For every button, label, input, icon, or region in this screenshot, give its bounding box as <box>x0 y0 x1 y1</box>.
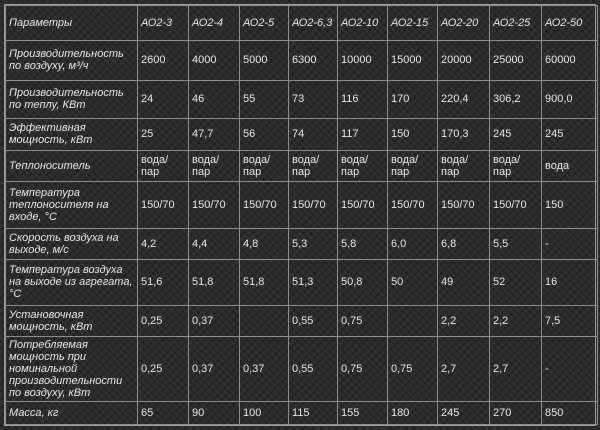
table-cell: 170,3 <box>438 118 490 150</box>
table-cell: 5,8 <box>338 228 388 259</box>
table-cell: 0,75 <box>338 306 388 337</box>
table-cell: вода/ пар <box>388 151 438 182</box>
table-cell: 55 <box>240 80 289 118</box>
table-header-row <box>6 6 598 41</box>
table-cell: 270 <box>490 401 542 424</box>
table-cell: 900,0 <box>542 80 598 118</box>
table-row <box>6 401 598 424</box>
table-cell: 15000 <box>388 41 438 80</box>
table-cell: 6300 <box>289 41 338 80</box>
table-cell <box>240 306 289 337</box>
table-cell: 0,25 <box>138 337 189 401</box>
table-cell: вода <box>542 151 598 182</box>
table-cell: 6,0 <box>388 228 438 259</box>
row-parameter-label: Эффективная мощность, кВт <box>6 118 138 150</box>
row-parameter-label: Температура теплоносителя на входе, °С <box>6 182 138 228</box>
table-cell: 0,55 <box>289 306 338 337</box>
table-cell: 0,37 <box>240 337 289 401</box>
table-row <box>6 306 598 337</box>
table-cell: вода/ пар <box>338 151 388 182</box>
table-cell: 51,8 <box>240 259 289 305</box>
table-cell: вода/ пар <box>240 151 289 182</box>
header-parameters: Параметры <box>6 6 138 41</box>
header-model: АО2-20 <box>438 6 490 41</box>
table-cell: 20000 <box>438 41 490 80</box>
table-cell: 47,7 <box>189 118 240 150</box>
table-cell: 90 <box>189 401 240 424</box>
table-cell: 52 <box>490 259 542 305</box>
header-model: АО2-4 <box>189 6 240 41</box>
table-cell: 2,7 <box>490 337 542 401</box>
specs-table-container <box>4 4 596 426</box>
table-cell: 0,37 <box>189 337 240 401</box>
row-parameter-label: Установочная мощность, кВт <box>6 306 138 337</box>
row-parameter-label: Теплоноситель <box>6 151 138 182</box>
table-cell: 49 <box>438 259 490 305</box>
table-cell: 150/70 <box>189 182 240 228</box>
specs-table-body <box>6 6 598 425</box>
table-cell: 65 <box>138 401 189 424</box>
table-cell: вода/ пар <box>490 151 542 182</box>
table-cell: 25 <box>138 118 189 150</box>
table-cell: 4,4 <box>189 228 240 259</box>
table-cell: 25000 <box>490 41 542 80</box>
table-cell: 150/70 <box>240 182 289 228</box>
table-cell: вода/ пар <box>189 151 240 182</box>
table-cell: 16 <box>542 259 598 305</box>
row-parameter-label: Производительность по теплу, КВт <box>6 80 138 118</box>
table-cell: 245 <box>490 118 542 150</box>
table-cell: 4000 <box>189 41 240 80</box>
table-cell: 116 <box>338 80 388 118</box>
table-cell: вода/ пар <box>138 151 189 182</box>
table-cell: 150/70 <box>338 182 388 228</box>
specs-table <box>5 5 598 425</box>
header-model: АО2-10 <box>338 6 388 41</box>
row-parameter-label: Производительность по воздуху, м³/ч <box>6 41 138 80</box>
table-cell: 56 <box>240 118 289 150</box>
table-cell: - <box>542 337 598 401</box>
table-cell: 150 <box>542 182 598 228</box>
table-cell: 150/70 <box>490 182 542 228</box>
table-cell: 73 <box>289 80 338 118</box>
table-cell: 155 <box>338 401 388 424</box>
table-cell: 2600 <box>138 41 189 80</box>
table-cell: 2,2 <box>490 306 542 337</box>
table-cell: - <box>542 228 598 259</box>
row-parameter-label: Скорость воздуха на выходе, м/с <box>6 228 138 259</box>
table-row <box>6 41 598 80</box>
table-cell: 0,55 <box>289 337 338 401</box>
table-row <box>6 259 598 305</box>
table-cell: вода/ пар <box>289 151 338 182</box>
table-cell: 51,3 <box>289 259 338 305</box>
table-cell: 150 <box>388 118 438 150</box>
table-row <box>6 182 598 228</box>
table-cell: 245 <box>542 118 598 150</box>
table-cell: 150/70 <box>289 182 338 228</box>
table-cell: 24 <box>138 80 189 118</box>
table-cell: 6,8 <box>438 228 490 259</box>
table-cell: 5,3 <box>289 228 338 259</box>
table-cell: 170 <box>388 80 438 118</box>
table-cell: 74 <box>289 118 338 150</box>
row-parameter-label: Потребляемая мощность при номинальной производительности по воздуху, кВт <box>6 337 138 401</box>
table-cell: 7,5 <box>542 306 598 337</box>
table-cell: 850 <box>542 401 598 424</box>
table-cell: 100 <box>240 401 289 424</box>
header-model: АО2-50 <box>542 6 598 41</box>
table-cell: 115 <box>289 401 338 424</box>
header-model: АО2-6,3 <box>289 6 338 41</box>
table-cell <box>388 306 438 337</box>
table-cell: 0,37 <box>189 306 240 337</box>
table-cell: 51,6 <box>138 259 189 305</box>
table-cell: 10000 <box>338 41 388 80</box>
table-cell: 50,8 <box>338 259 388 305</box>
table-cell: 46 <box>189 80 240 118</box>
table-cell: 51,8 <box>189 259 240 305</box>
table-row <box>6 118 598 150</box>
table-row <box>6 151 598 182</box>
table-cell: 2,7 <box>438 337 490 401</box>
table-row <box>6 337 598 401</box>
header-model: АО2-15 <box>388 6 438 41</box>
table-cell: вода/ пар <box>438 151 490 182</box>
table-cell: 150/70 <box>138 182 189 228</box>
header-model: АО2-5 <box>240 6 289 41</box>
table-cell: 0,75 <box>338 337 388 401</box>
table-cell: 0,75 <box>388 337 438 401</box>
table-cell: 4,8 <box>240 228 289 259</box>
table-cell: 150/70 <box>438 182 490 228</box>
row-parameter-label: Масса, кг <box>6 401 138 424</box>
header-model: АО2-3 <box>138 6 189 41</box>
header-model: АО2-25 <box>490 6 542 41</box>
row-parameter-label: Температура воздуха на выходе из агрегата, °С <box>6 259 138 305</box>
table-cell: 117 <box>338 118 388 150</box>
table-row <box>6 228 598 259</box>
table-cell: 306,2 <box>490 80 542 118</box>
table-cell: 245 <box>438 401 490 424</box>
table-cell: 150/70 <box>388 182 438 228</box>
table-cell: 50 <box>388 259 438 305</box>
table-cell: 4,2 <box>138 228 189 259</box>
table-cell: 60000 <box>542 41 598 80</box>
table-cell: 220,4 <box>438 80 490 118</box>
table-row <box>6 80 598 118</box>
table-cell: 2,2 <box>438 306 490 337</box>
table-cell: 0,25 <box>138 306 189 337</box>
table-cell: 180 <box>388 401 438 424</box>
table-cell: 5,5 <box>490 228 542 259</box>
table-cell: 5000 <box>240 41 289 80</box>
